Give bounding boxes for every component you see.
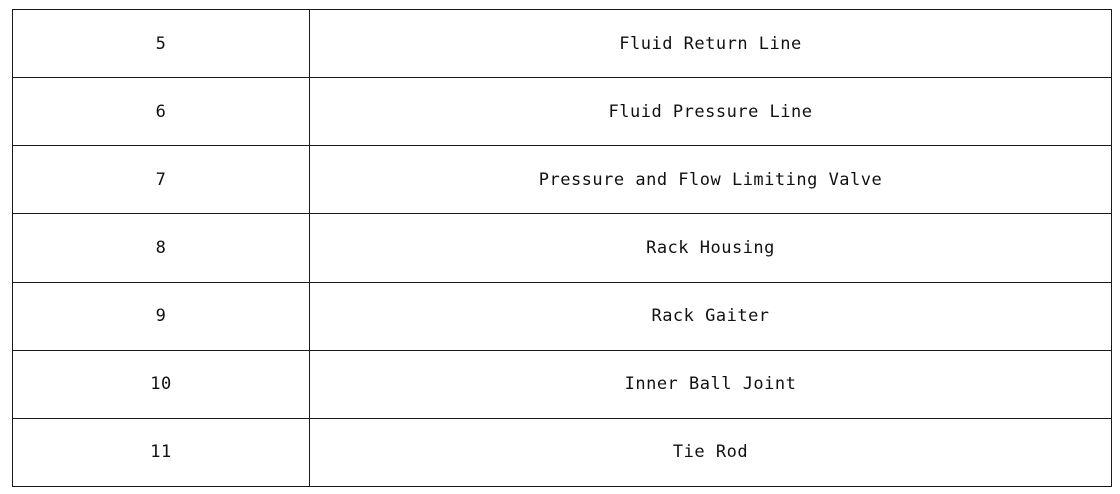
part-number-cell: 6 (13, 78, 310, 146)
part-number-cell: 9 (13, 282, 310, 350)
part-number-cell: 8 (13, 214, 310, 282)
part-name-cell: Fluid Pressure Line (310, 78, 1112, 146)
part-name-cell: Rack Gaiter (310, 282, 1112, 350)
table-row (13, 350, 1112, 418)
table-row (13, 418, 1112, 486)
part-number-cell: 7 (13, 146, 310, 214)
table-row (13, 78, 1112, 146)
part-name-cell: Pressure and Flow Limiting Valve (310, 146, 1112, 214)
table-row (13, 146, 1112, 214)
part-number-cell: 5 (13, 10, 310, 78)
table-row (13, 214, 1112, 282)
part-number-cell: 11 (13, 418, 310, 486)
part-name-cell: Fluid Return Line (310, 10, 1112, 78)
parts-table (12, 9, 1112, 487)
table-row (13, 10, 1112, 78)
table-row (13, 282, 1112, 350)
part-name-cell: Inner Ball Joint (310, 350, 1112, 418)
part-name-cell: Tie Rod (310, 418, 1112, 486)
part-name-cell: Rack Housing (310, 214, 1112, 282)
part-number-cell: 10 (13, 350, 310, 418)
